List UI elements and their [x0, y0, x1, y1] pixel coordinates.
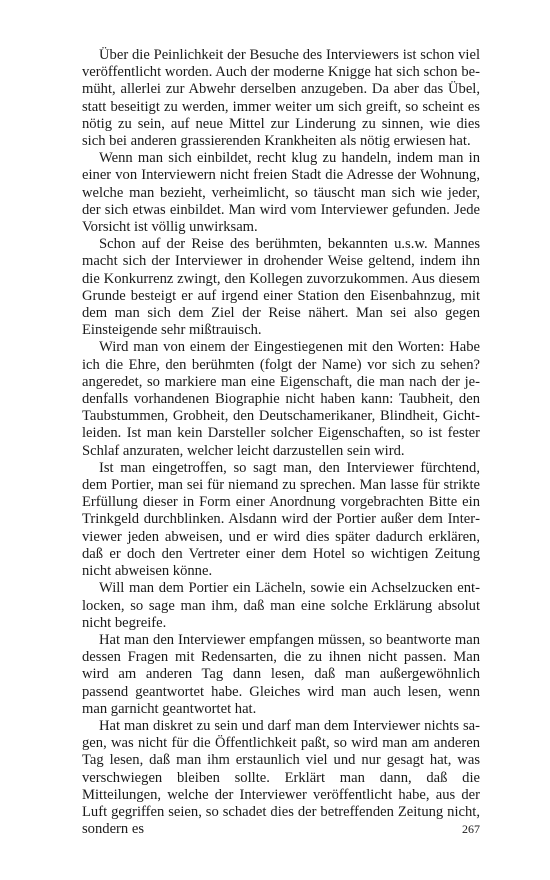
paragraph: Ist man eingetroffen, so sagt man, den Interviewer fürchtend, dem Portier, man sei für niemand zu sprechen. Man lasse für strikte Erfüllung dieser in Form einer Anordnung vorgebrachten Bitte ein Trinkgeld durchblinken. Alsdann wird der Portier außer dem Interviewer jeden abweisen, und er wird dies später dadurch erklären, daß er doch den Vertreter einer dem Hotel so wichtigen Zeitung nicht abweisen könne. [82, 459, 480, 580]
paragraph: Wenn man sich einbildet, recht klug zu handeln, indem man in einer von Interviewern nicht freien Stadt die Adresse der Wohnung, welche man bezieht, verheimlicht, so täuscht man sich wie jeder, der sich etwas einbildet. Man wird vom Interviewer gefunden. Jede Vorsicht ist völlig unwirksam. [82, 150, 480, 236]
paragraph: Wird man von einem der Eingestiegenen mit den Worten: Habe ich die Ehre, den berühmten (folgt der Name) vor sich zu sehen? angeredet, so markiere man eine Eigenschaft, die man nach der jedenfalls vorhandenen Biographie nicht haben kann: Taubheit, den Taubstummen, Grobheit, den Deutschamerikaner, Blindheit, Gichtleiden. Ist man kein Darsteller solcher Eigenschaften, so ist fester Schlaf anzuraten, welcher leicht darzustellen sein wird. [82, 339, 480, 459]
paragraph: Will man dem Portier ein Lächeln, sowie ein Achselzucken entlocken, so sage man ihm, daß man eine solche Erklärung absolut nicht begreife. [82, 580, 480, 631]
page-number: 267 [462, 822, 480, 836]
paragraph: Hat man den Interviewer empfangen müssen, so beantworte man dessen Fragen mit Redensarten, die zu ihnen nicht passen. Man wird am anderen Tag dann lesen, daß man außergewöhnlich passend geantwortet habe. Gleiches wird man auch lesen, wenn man garnicht geantwortet hat. [82, 631, 480, 717]
body-text [82, 47, 480, 838]
paragraph: Über die Peinlichkeit der Besuche des Interviewers ist schon viel veröffentlicht worden. Auch der moderne Knigge hat sich schon bemüht, allerlei zur Abwehr derselben anzugeben. Da aber das Übel, statt beseitigt zu werden, immer weiter um sich greift, so scheint es nötig zu sein, auf neue Mittel zur Linderung zu sinnen, wie dies sich bei anderen grassierenden Krankheiten als nötig erwiesen hat. [82, 47, 480, 150]
paragraph: Hat man diskret zu sein und darf man dem Interviewer nichts sagen, was nicht für die Öffentlichkeit paßt, so wird man am anderen Tag lesen, daß man ihm erstaunlich viel und nur gesagt hat, was verschwiegen bleiben sollte. Erklärt man dann, daß die Mitteilungen, welche der Interviewer veröffentlicht habe, aus der Luft gegriffen seien, so schadet dies der betreffenden Zeitung nicht, sondern es [82, 717, 480, 838]
paragraph: Schon auf der Reise des berühmten, bekannten u.s.w. Mannes macht sich der Interviewer in drohender Weise geltend, indem ihn die Konkurrenz zwingt, den Kollegen zuvorzukommen. Aus diesem Grunde besteigt er auf irgend einer Station den Eisenbahnzug, mit dem man sich dem Ziel der Reise nähert. Man sei also gegen Einsteigende sehr mißtrauisch. [82, 236, 480, 339]
